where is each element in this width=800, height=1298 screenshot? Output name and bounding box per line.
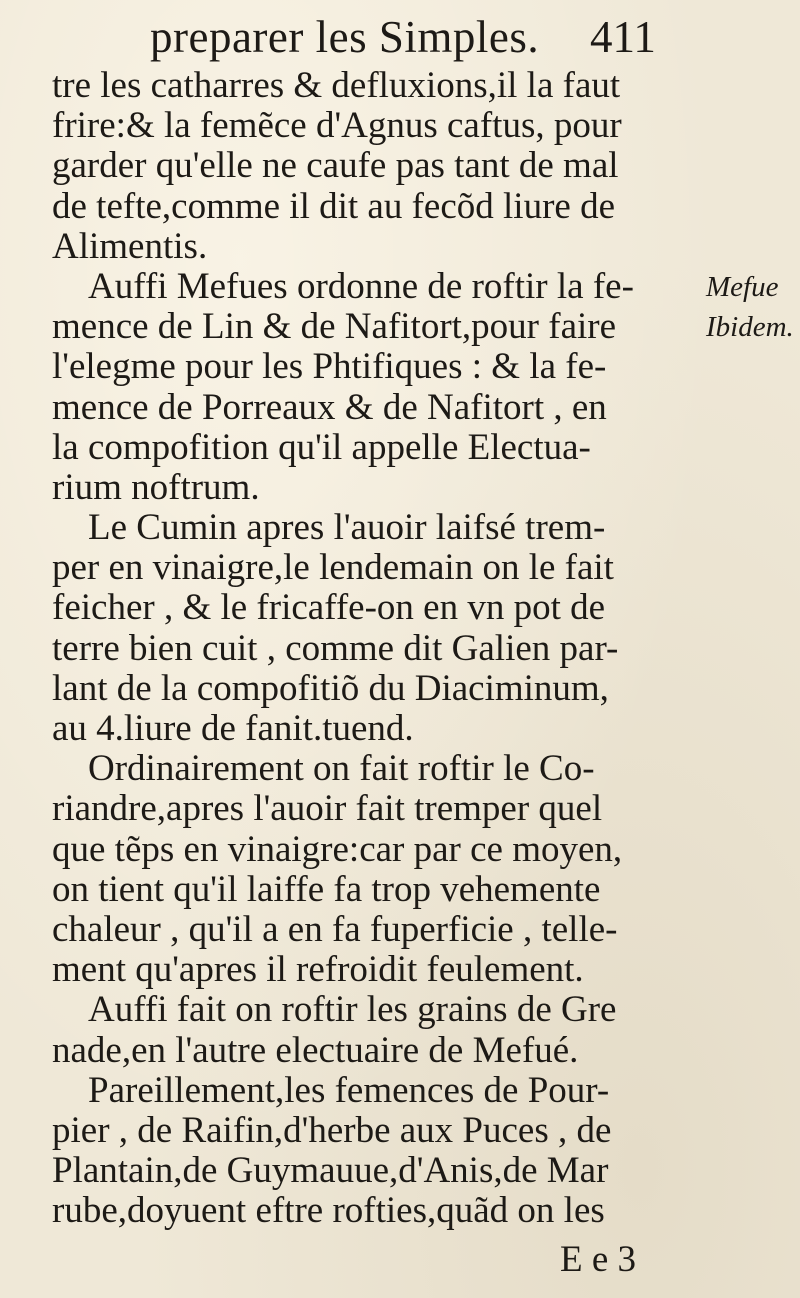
text-line-17: au 4.liure de fanit.tuend. bbox=[52, 708, 414, 749]
text-line-7: mence de Lin & de Nafitort,pour faire bbox=[52, 306, 617, 348]
running-title: preparer les Simples. bbox=[150, 12, 540, 62]
text-line-12: Le Cumin apres l'auoir laifsé trem- bbox=[88, 507, 606, 549]
text-line-13: per en vinaigre,le lendemain on le fait bbox=[52, 547, 614, 589]
text-line-18: Ordinairement on fait roftir le Co- bbox=[88, 748, 595, 790]
page-number: 411 bbox=[590, 12, 656, 62]
text-line-25: nade,en l'autre electuaire de Mefué. bbox=[52, 1029, 579, 1071]
margin-note-ibidem: Ibidem. bbox=[706, 311, 794, 343]
text-line-27: pier , de Raifin,d'herbe aux Puces , de bbox=[52, 1109, 612, 1151]
text-line-14: feicher , & le fricaffe-on en vn pot de bbox=[52, 587, 606, 629]
text-line-11: rium noftrum. bbox=[52, 466, 260, 508]
body-text bbox=[52, 66, 702, 1231]
text-line-5: Alimentis. bbox=[52, 225, 208, 267]
text-line-4: de tefte,comme il dit au fecõd liure de bbox=[52, 185, 615, 227]
text-line-29: rube,doyuent eftre rofties,quãd on les bbox=[52, 1190, 605, 1232]
text-line-1: tre les catharres & defluxions,il la faut bbox=[52, 65, 621, 106]
text-line-6: Auffi Mefues ordonne de roftir la fe- bbox=[88, 265, 634, 307]
text-line-28: Plantain,de Guymauue,d'Anis,de Mar bbox=[52, 1150, 609, 1192]
text-line-3: garder qu'elle ne caufe pas tant de mal bbox=[52, 145, 619, 187]
text-line-2: frire:& la femẽce d'Agnus caftus, pour bbox=[52, 105, 622, 147]
text-line-24: Auffi fait on roftir les grains de Gre bbox=[88, 989, 617, 1031]
text-line-21: on tient qu'il laiffe fa trop vehemente bbox=[52, 868, 601, 910]
text-line-23: ment qu'apres il refroidit feulement. bbox=[52, 949, 584, 991]
text-line-15: terre bien cuit , comme dit Galien par- bbox=[52, 627, 619, 669]
page-header bbox=[150, 10, 770, 64]
text-line-20: que tẽps en vinaigre:car par ce moyen, bbox=[52, 828, 623, 870]
text-line-10: la compofition qu'il appelle Electua- bbox=[52, 426, 591, 468]
signature-mark: E e 3 bbox=[560, 1239, 637, 1280]
text-line-9: mence de Porreaux & de Nafitort , en bbox=[52, 386, 607, 428]
text-line-19: riandre,apres l'auoir fait tremper quel bbox=[52, 788, 603, 830]
text-line-16: lant de la compofitiõ du Diaciminum, bbox=[52, 667, 609, 709]
text-line-26: Pareillement,les femences de Pour- bbox=[88, 1069, 610, 1111]
margin-note-mefue: Mefue bbox=[706, 271, 779, 303]
text-line-8: l'elegme pour les Phtifiques : & la fe- bbox=[52, 346, 607, 388]
text-line-22: chaleur , qu'il a en fa fuperficie , telle- bbox=[52, 908, 618, 950]
